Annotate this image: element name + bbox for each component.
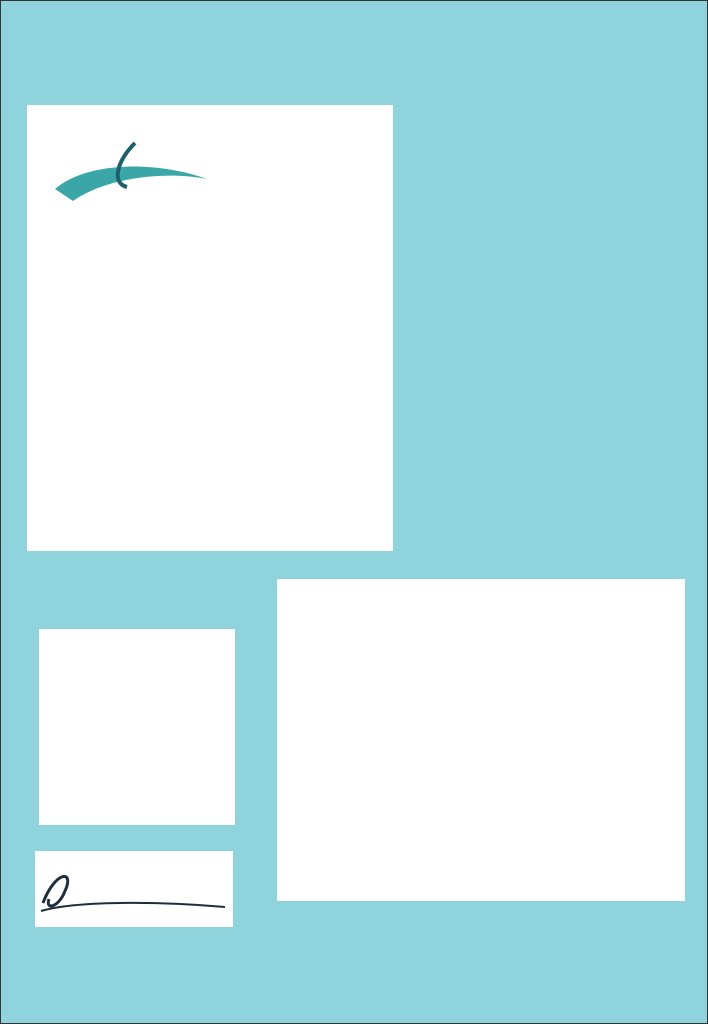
location-row xyxy=(285,627,289,658)
date-row xyxy=(285,671,293,702)
time-row xyxy=(285,715,289,746)
lymphoedema-association-logo xyxy=(35,851,233,927)
invitation-card xyxy=(27,105,393,551)
donate-qr-code[interactable] xyxy=(39,629,235,825)
egg-border-bottom xyxy=(1,941,707,1017)
qr-code-icon xyxy=(39,629,235,825)
event-details-card xyxy=(277,579,685,901)
host-row xyxy=(285,583,289,614)
contact-row xyxy=(289,759,293,790)
shine-a-light-logo xyxy=(47,121,387,211)
